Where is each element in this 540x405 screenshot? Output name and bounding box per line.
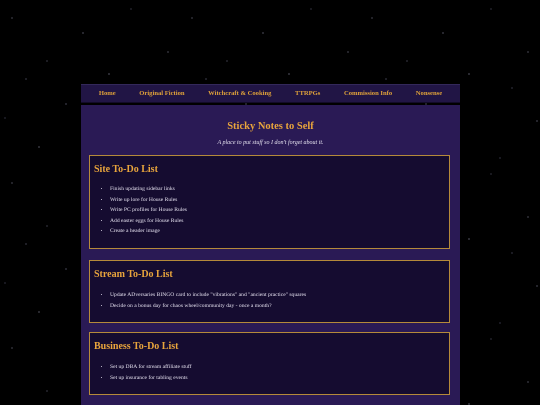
- main-content: [81, 105, 460, 405]
- site-container: [81, 84, 460, 405]
- section-heading: Business To-Do List: [94, 341, 179, 352]
- list-item: • Write PC profiles for House Rules: [110, 205, 187, 216]
- nav-link-witchcraft-cooking[interactable]: Witchcraft & Cooking: [208, 90, 272, 97]
- list-item: • Create a header image: [110, 226, 187, 237]
- list-item: • Set up DBA for stream affiliate stuff: [110, 362, 192, 373]
- stream-todo-card: [89, 260, 450, 323]
- nav-link-home[interactable]: Home: [98, 90, 116, 97]
- section-heading: Site To-Do List: [94, 164, 158, 175]
- todo-list: [102, 184, 187, 237]
- list-item: • Finish updating sidebar links: [110, 184, 187, 195]
- list-item: • Add easter eggs for House Rules: [110, 216, 187, 227]
- nav-link-commission-info[interactable]: Commission Info: [343, 90, 393, 97]
- top-navigation: [81, 84, 460, 103]
- nav-link-original-fiction[interactable]: Original Fiction: [139, 90, 185, 97]
- page-title: Sticky Notes to Self: [227, 121, 314, 132]
- business-todo-card: [89, 332, 450, 395]
- list-item: • Update ADversaries BINGO card to include "vibrations" and "ancient practice" squares: [110, 290, 306, 301]
- list-item: • Set up insurance for tabling events: [110, 373, 192, 384]
- list-item: • Write up lore for House Rules: [110, 195, 187, 206]
- list-item: • Decide on a bonus day for chaos wheel/community day - once a month?: [110, 301, 306, 312]
- todo-list: [102, 362, 192, 383]
- page-subtitle: A place to put stuff so I don't forget about it.: [217, 140, 324, 146]
- nav-link-nonsense[interactable]: Nonsense: [415, 90, 443, 97]
- nav-link-ttrpgs[interactable]: TTRPGs: [295, 90, 321, 97]
- todo-list: [102, 290, 306, 311]
- section-heading: Stream To-Do List: [94, 269, 173, 280]
- site-todo-card: [89, 155, 450, 249]
